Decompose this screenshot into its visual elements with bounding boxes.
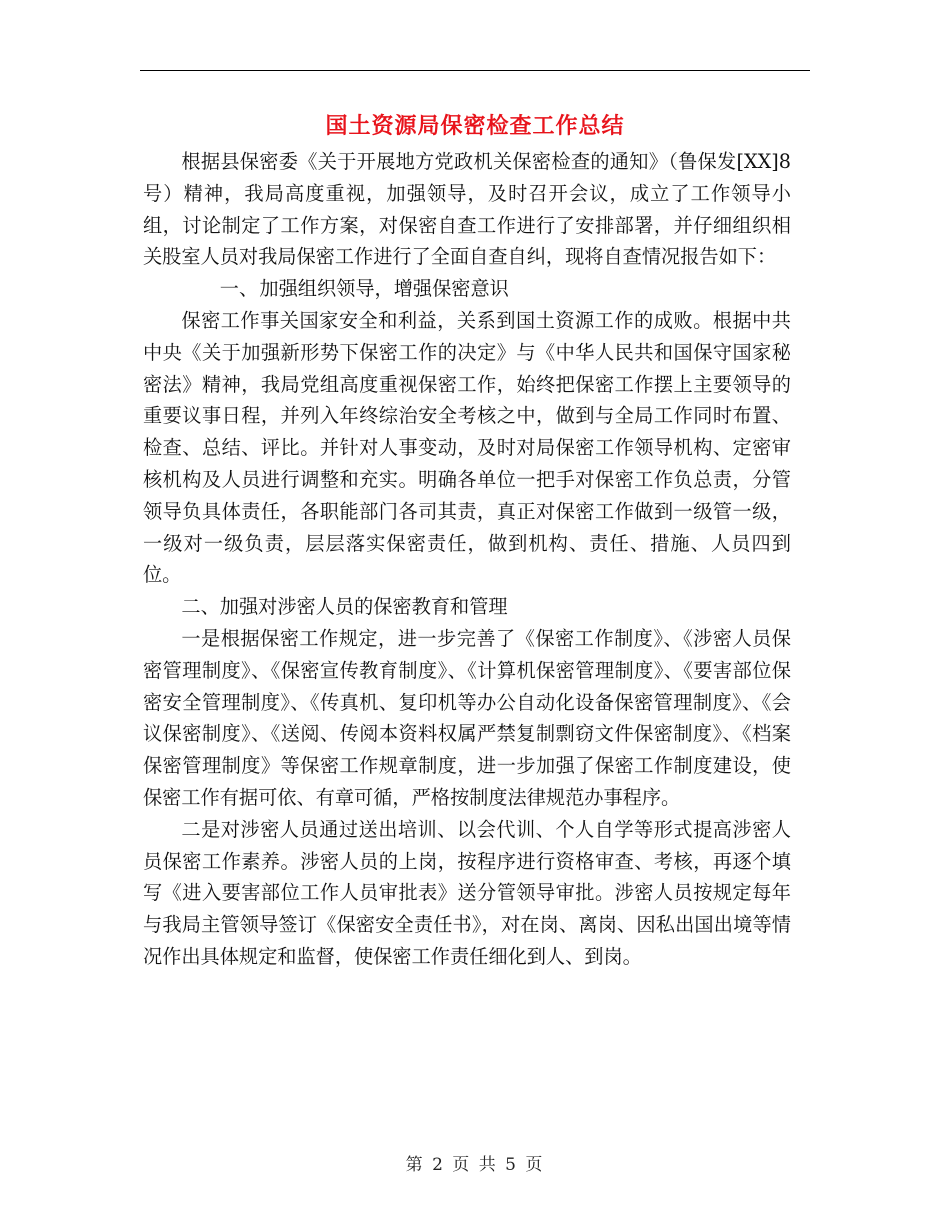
section-title-1: 加强组织领导，增强保密意识 xyxy=(259,277,509,301)
section-title-2: 加强对涉密人员的保密教育和管理 xyxy=(219,595,508,619)
section-heading-1 xyxy=(143,273,791,305)
page-number-footer: 第 2 页 共 5 页 xyxy=(405,1155,545,1175)
header-rule xyxy=(140,70,810,71)
document-body xyxy=(143,146,791,973)
document-title: 国土资源局保密检查工作总结 xyxy=(325,113,625,139)
intro-paragraph: 根据县保密委《关于开展地方党政机关保密检查的通知》（鲁保发[XX]8号）精神，我局高度重视，加强领导，及时召开会议，成立了工作领导小组，讨论制定了工作方案，对保密自查工作进行了安排部署，并仔细组织相关股室人员对我局保密工作进行了全面自查自纠，现将自查情况报告如下： xyxy=(143,150,791,269)
section-2-paragraph-1: 一是根据保密工作规定，进一步完善了《保密工作制度》、《涉密人员保密管理制度》、《保密宣传教育制度》、《计算机保密管理制度》、《要害部位保密安全管理制度》、《传真机、复印机等办公自动化设备保密管理制度》、《会议保密制度》、《送阅、传阅本资料权属严禁复制剽窃文件保密制度》、《档案保密管理制度》等保密工作规章制度，进一步加强了保密工作制度建设，使保密工作有据可依、有章可循，严格按制度法律规范办事程序。 xyxy=(143,626,791,809)
section-number-1: 一、 xyxy=(219,277,259,301)
section-2-paragraph-2: 二是对涉密人员通过送出培训、以会代训、个人自学等形式提高涉密人员保密工作素养。涉密人员的上岗，按程序进行资格审查、考核，再逐个填写《进入要害部位工作人员审批表》送分管领导审批。涉密人员按规定每年与我局主管领导签订《保密安全责任书》，对在岗、离岗、因私出国出境等情况作出具体规定和监督，使保密工作责任细化到人、到岗。 xyxy=(143,817,791,968)
section-heading-2 xyxy=(143,591,791,623)
section-1-paragraph: 保密工作事关国家安全和利益，关系到国土资源工作的成败。根据中共中央《关于加强新形势下保密工作的决定》与《中华人民共和国保守国家秘密法》精神，我局党组高度重视保密工作，始终把保密工作摆上主要领导的重要议事日程，并列入年终综治安全考核之中，做到与全局工作同时布置、检查、总结、评比。并针对人事变动，及时对局保密工作领导机构、定密审核机构及人员进行调整和充实。明确各单位一把手对保密工作负总责，分管领导负具体责任，各职能部门各司其责，真正对保密工作做到一级管一级，一级对一级负责，层层落实保密责任，做到机构、责任、措施、人员四到位。 xyxy=(143,308,791,587)
section-number-2: 二、 xyxy=(181,595,220,619)
